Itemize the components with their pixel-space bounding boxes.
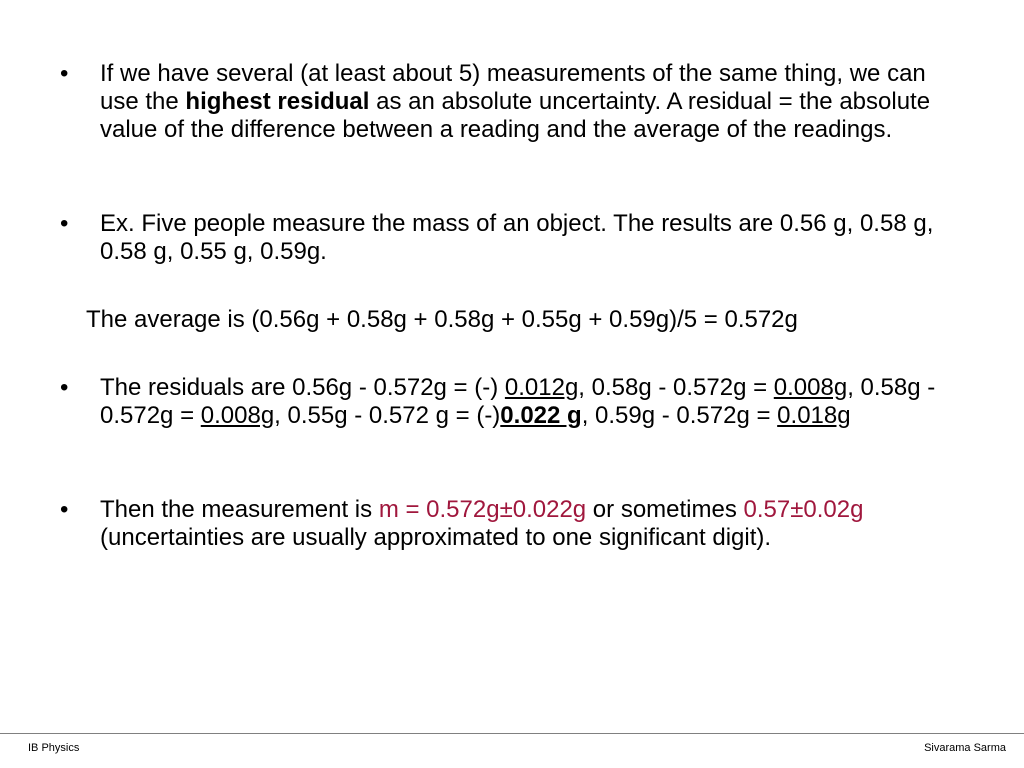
bullet-text: , 0.58g - 0.572g =: [100, 374, 936, 429]
highest-residual-value: 0.022 g: [500, 402, 582, 429]
footer-divider: [0, 733, 1024, 734]
bullet-text: Then the measurement is: [100, 496, 379, 523]
residual-value: 0.012g: [504, 374, 579, 401]
footer-author: Sivarama Sarma: [924, 742, 1006, 754]
bullet-marker: •: [60, 374, 69, 401]
bullet-text: The residuals are 0.56g - 0.572g = (-): [100, 374, 505, 401]
highest-residual-term: highest residual: [185, 88, 370, 115]
bullet-highest-residual: [60, 60, 970, 144]
residual-value: 0.018g: [777, 402, 851, 429]
bullet-text: , 0.55g - 0.572 g = (-): [274, 402, 501, 429]
bullet-marker: •: [60, 496, 69, 523]
bullet-residuals: [60, 374, 970, 430]
bullet-text: (uncertainties are usually approximated to one significant digit).: [100, 524, 772, 551]
bullet-text: or sometimes: [586, 496, 744, 523]
residual-value: 0.008g: [773, 374, 848, 401]
rounded-result: 0.57±0.02g: [743, 496, 864, 523]
bullet-marker: •: [60, 210, 69, 237]
bullet-measurement: [60, 496, 970, 552]
footer-course-title: IB Physics: [28, 742, 80, 754]
average-line: The average is (0.56g + 0.58g + 0.58g + 0.55g + 0.59g)/5 = 0.572g: [86, 306, 798, 333]
bullet-text: Ex. Five people measure the mass of an object. The results are 0.56 g, 0.58 g, 0.58 g, 0.55 g, 0.59g.: [100, 210, 934, 265]
bullet-marker: •: [60, 60, 69, 87]
bullet-text: , 0.58g - 0.572g =: [578, 374, 774, 401]
bullet-text: as an absolute uncertainty. A residual = the absolute value of the difference between a reading and the average of the readings.: [100, 88, 931, 143]
residual-value: 0.008g: [200, 402, 275, 429]
bullet-text: If we have several (at least about 5) measurements of the same thing, we can use the: [100, 60, 926, 115]
measurement-result: m = 0.572g±0.022g: [378, 496, 587, 523]
bullet-example: [60, 210, 970, 266]
bullet-text: , 0.59g - 0.572g =: [581, 402, 778, 429]
